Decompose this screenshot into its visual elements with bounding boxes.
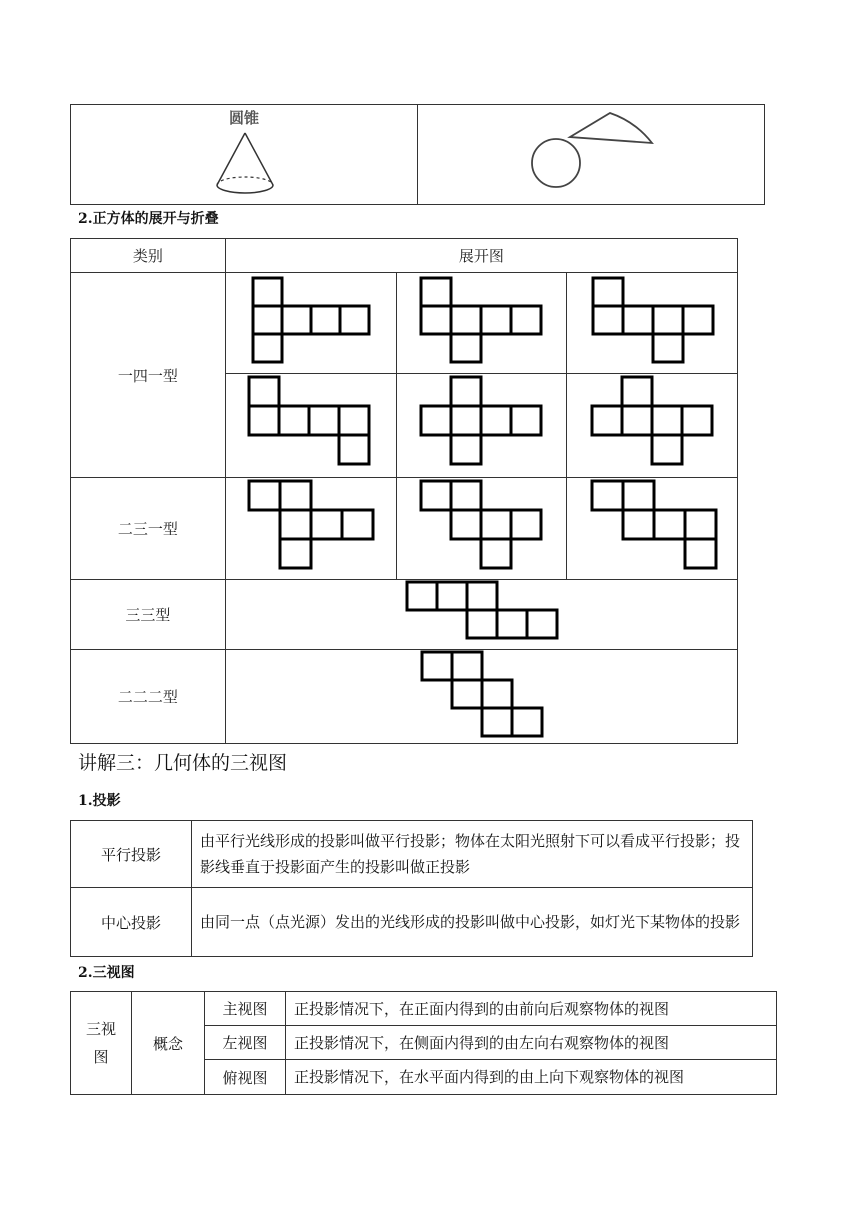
views-concept: 概念 xyxy=(132,992,205,1095)
view-name: 主视图 xyxy=(205,992,286,1026)
cube-net-table xyxy=(70,238,738,744)
type-33: 三三型 xyxy=(71,580,226,650)
projection-row-desc: 由同一点（点光源）发出的光线形成的投影叫做中心投影，如灯光下某物体的投影 xyxy=(192,888,753,957)
net-141-a xyxy=(225,273,396,374)
net-33-figure xyxy=(226,580,738,650)
net-231-c-figure xyxy=(567,478,738,580)
projection-row-desc: 由平行光线形成的投影叫做平行投影；物体在太阳光照射下可以看成平行投影；投影线垂直于投影面产生的投影叫做正投影 xyxy=(192,821,753,888)
net-141-f xyxy=(567,374,738,478)
net-141-b-figure xyxy=(397,273,568,374)
cone-net-figure xyxy=(418,105,765,203)
view-name: 左视图 xyxy=(205,1026,286,1060)
net-141-d xyxy=(225,374,396,478)
views-title xyxy=(71,992,132,1095)
projection-row-name: 中心投影 xyxy=(71,888,192,957)
views-heading: 2.三视图 xyxy=(78,965,135,981)
net-141-d-figure xyxy=(226,374,397,478)
net-231-b-figure xyxy=(397,478,568,580)
three-views-section-heading: 讲解三：几何体的三视图 xyxy=(78,752,288,774)
cone-figure xyxy=(71,105,419,203)
view-desc: 正投影情况下，在正面内得到的由前向后观察物体的视图 xyxy=(286,992,777,1026)
cone-cell xyxy=(71,105,418,205)
views-table xyxy=(70,991,777,1095)
net-231-c xyxy=(567,478,738,580)
net-141-e xyxy=(396,374,567,478)
net-141-e-figure xyxy=(397,374,568,478)
type-222: 二二二型 xyxy=(71,650,226,744)
cube-section-heading: 2.正方体的展开与折叠 xyxy=(78,211,219,227)
net-222-figure xyxy=(226,650,738,744)
net-141-c-figure xyxy=(567,273,738,374)
cone-table xyxy=(70,104,765,205)
views-title-text: 三视图 xyxy=(85,1020,116,1066)
header-net: 展开图 xyxy=(225,239,737,273)
net-141-b xyxy=(396,273,567,374)
net-141-c xyxy=(567,273,738,374)
view-name: 俯视图 xyxy=(205,1060,286,1095)
net-141-f-figure xyxy=(567,374,738,478)
cone-label: 圆锥 xyxy=(229,109,260,127)
view-desc: 正投影情况下，在侧面内得到的由左向右观察物体的视图 xyxy=(286,1026,777,1060)
net-231-a-figure xyxy=(226,478,397,580)
net-141-a-figure xyxy=(226,273,397,374)
projection-row-name: 平行投影 xyxy=(71,821,192,888)
net-231-b xyxy=(396,478,567,580)
projection-heading: 1.投影 xyxy=(78,793,121,809)
cone-net-cell xyxy=(418,105,765,205)
type-141: 一四一型 xyxy=(71,273,226,478)
view-desc: 正投影情况下，在水平面内得到的由上向下观察物体的视图 xyxy=(286,1060,777,1095)
net-222 xyxy=(225,650,737,744)
net-231-a xyxy=(225,478,396,580)
header-category: 类别 xyxy=(71,239,226,273)
net-33 xyxy=(225,580,737,650)
type-231: 二三一型 xyxy=(71,478,226,580)
projection-table xyxy=(70,820,753,957)
